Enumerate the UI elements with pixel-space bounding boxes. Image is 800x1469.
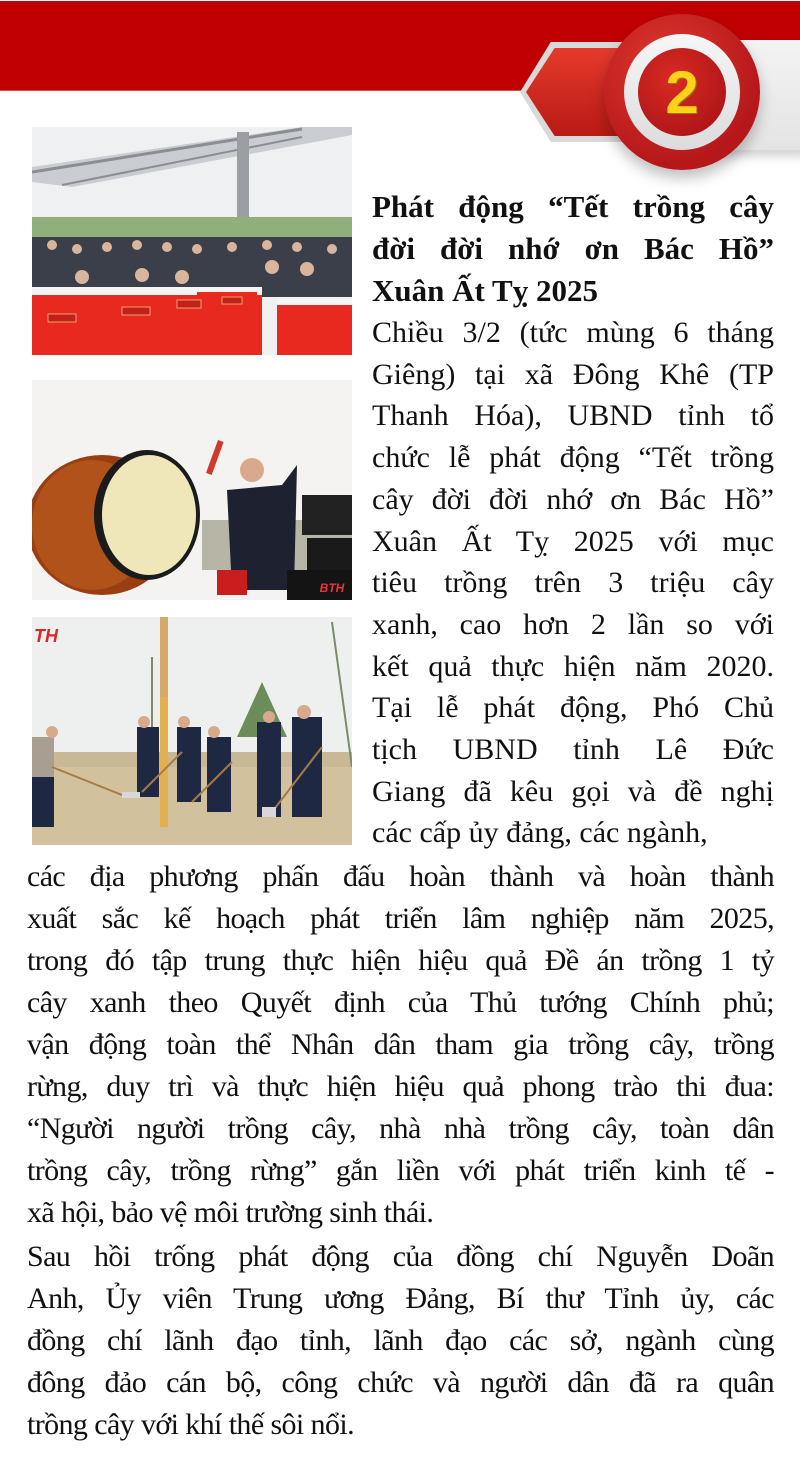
title-line: đời đời nhớ ơn Bác Hồ” — [372, 231, 774, 266]
text-line: đồng chí lãnh đạo tỉnh, lãnh đạo các sở, ngành cùng — [27, 1324, 774, 1357]
text-line: tịch UBND tỉnh Lê Đức — [372, 733, 774, 767]
title-line: Xuân Ất Tỵ 2025 — [372, 273, 598, 308]
text-line: trong đó tập trung thực hiện hiệu quả Đề án trồng 1 tỷ — [27, 944, 774, 977]
text-line: đông đảo cán bộ, công chức và người dân đã ra quân — [27, 1366, 774, 1399]
photo-tree-planting — [32, 617, 352, 845]
text-line: Giêng) tại xã Đông Khê (TP — [372, 357, 774, 391]
article-title — [372, 186, 774, 312]
photo-drum-striking — [32, 380, 352, 600]
text-line: xanh, cao hơn 2 lần so với — [372, 607, 774, 641]
text-line: các cấp ủy đảng, các ngành, — [372, 816, 708, 850]
article-intro-column — [372, 312, 774, 854]
photo-ceremony-audience — [32, 127, 352, 355]
article-body-paragraph-2 — [27, 1236, 774, 1446]
text-line: Sau hồi trống phát động của đồng chí Nguyễn Doãn — [27, 1240, 774, 1273]
text-line: chức lễ phát động “Tết trồng — [372, 441, 774, 475]
article-body-continued — [27, 856, 774, 1234]
text-line: trồng cây, trồng rừng” gắn liền với phát triển kinh tế - — [27, 1154, 774, 1187]
title-line: Phát động “Tết trồng cây — [372, 189, 774, 224]
text-line: Tại lễ phát động, Phó Chủ — [372, 691, 774, 725]
text-line: Thanh Hóa), UBND tỉnh tổ — [372, 399, 774, 433]
text-line: kết quả thực hiện năm 2020. — [372, 649, 774, 683]
text-line: xã hội, bảo vệ môi trường sinh thái. — [27, 1196, 434, 1229]
text-line: Anh, Ủy viên Trung ương Đảng, Bí thư Tỉnh ủy, các — [27, 1282, 774, 1315]
photo-image — [32, 380, 352, 600]
svg-text:BTH: BTH — [319, 581, 345, 595]
text-line: rừng, duy trì và thực hiện hiệu quả phong trào thi đua: — [27, 1070, 774, 1103]
section-number: 2 — [665, 59, 699, 126]
badge-core — [638, 48, 726, 136]
text-line: cây xanh theo Quyết định của Thủ tướng Chính phủ; — [27, 986, 774, 1019]
text-line: Xuân Ất Tỵ 2025 với mục — [372, 524, 774, 558]
svg-text:TH: TH — [34, 626, 58, 646]
section-number-badge — [520, 10, 800, 175]
text-line: cây đời đời nhớ ơn Bác Hồ” — [372, 482, 774, 516]
text-line: các địa phương phấn đấu hoàn thành và hoàn thành — [27, 860, 774, 893]
photo-image — [32, 617, 352, 845]
text-line: Chiều 3/2 (tức mùng 6 tháng — [372, 316, 774, 349]
text-line: xuất sắc kế hoạch phát triển lâm nghiệp năm 2025, — [27, 902, 774, 935]
text-line: “Người người trồng cây, nhà nhà trồng cây, toàn dân — [27, 1112, 774, 1145]
text-line: Giang đã kêu gọi và đề nghị — [372, 774, 774, 808]
text-line: vận động toàn thể Nhân dân tham gia trồng cây, trồng — [27, 1028, 774, 1061]
photo-image — [32, 127, 352, 355]
text-line: trồng cây với khí thế sôi nổi. — [27, 1408, 354, 1441]
text-line: tiêu trồng trên 3 triệu cây — [372, 566, 774, 600]
